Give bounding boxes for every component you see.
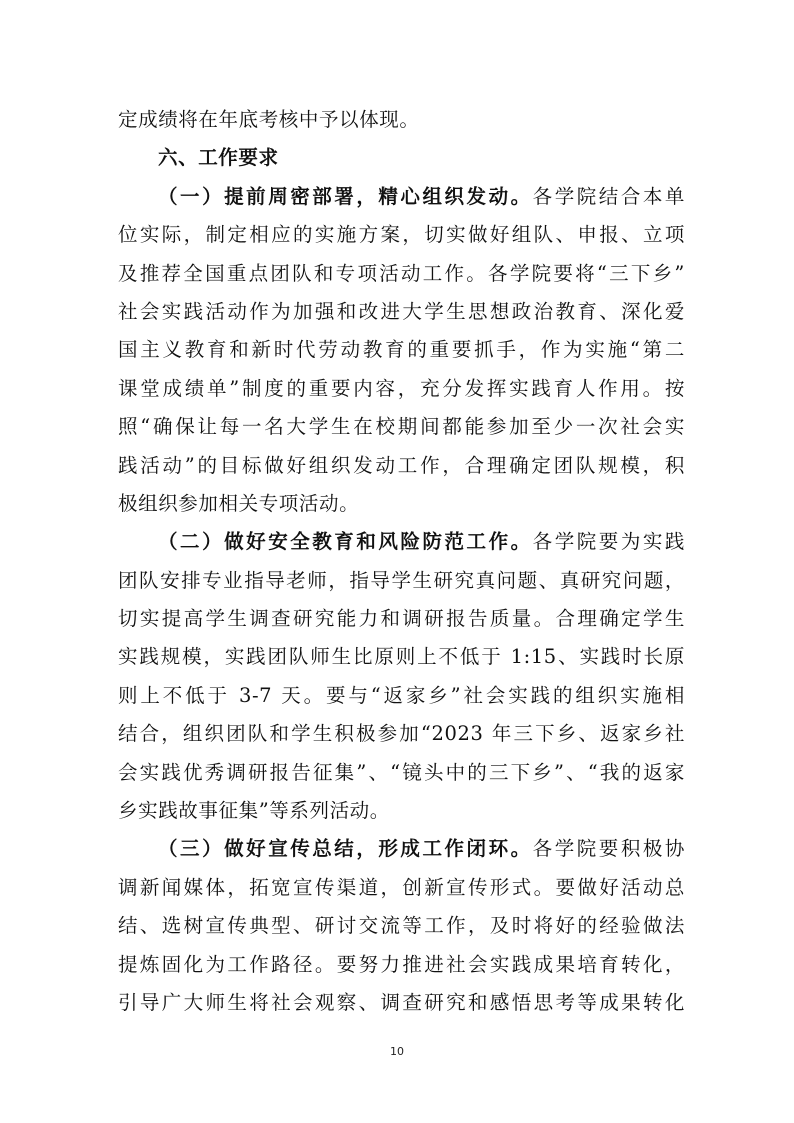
- paragraph-line: 课堂成绩单”制度的重要内容，充分发挥实践育人作用。按: [118, 376, 685, 400]
- paragraph-line: 结、选树宣传典型、研讨交流等工作，及时将好的经验做法: [118, 914, 685, 938]
- paragraph-line: [118, 178, 685, 216]
- paragraph-line: 调新闻媒体，拓宽宣传渠道，创新宣传形式。要做好活动总: [118, 875, 685, 899]
- paragraph-line: 会实践优秀调研报告征集”、“镜头中的三下乡”、“我的返家: [118, 760, 685, 784]
- page-number: 10: [390, 1045, 404, 1058]
- paragraph-line: 乡实践故事征集”等系列活动。: [118, 799, 390, 823]
- paragraph-line: 团队安排专业指导老师，指导学生研究真问题、真研究问题，: [118, 568, 685, 592]
- paragraph-3: [118, 830, 685, 1022]
- paragraph-line: 极组织参加相关专项活动。: [118, 491, 360, 515]
- paragraph-line: 切实提高学生调查研究能力和调研报告质量。合理确定学生: [118, 607, 685, 631]
- paragraph-text: 各学院要积极协: [532, 837, 686, 861]
- paragraph-text: 各学院结合本单: [532, 184, 686, 208]
- paragraph-line: 践活动”的目标做好组织发动工作，合理确定团队规模，积: [118, 453, 685, 477]
- paragraph-line: [118, 830, 685, 868]
- paragraph-lead: （一）提前周密部署，精心组织发动。: [158, 184, 533, 208]
- paragraph-line: 位实际，制定相应的实施方案，切实做好组队、申报、立项: [118, 223, 685, 247]
- paragraph-lead: （三）做好宣传总结，形成工作闭环。: [158, 837, 533, 861]
- continuation-line: 定成绩将在年底考核中予以体现。: [118, 108, 420, 131]
- paragraph-text: 各学院要为实践: [532, 530, 686, 554]
- paragraph-line: [118, 523, 685, 561]
- paragraph-line: 提炼固化为工作路径。要努力推进社会实践成果培育转化，: [118, 952, 685, 976]
- paragraph-line: 实践规模，实践团队师生比原则上不低于 1:15、实践时长原: [118, 645, 685, 669]
- paragraph-line: 社会实践活动作为加强和改进大学生思想政治教育、深化爱: [118, 299, 685, 323]
- paragraph-line: 及推荐全国重点团队和专项活动工作。各学院要将“三下乡”: [118, 261, 685, 285]
- document-body: [118, 101, 685, 1022]
- paragraph-line: 引导广大师生将社会观察、调查研究和感悟思考等成果转化: [118, 990, 685, 1014]
- paragraph-line: 结合，组织团队和学生积极参加“2023 年三下乡、返家乡社: [118, 722, 685, 746]
- paragraph-line: 则上不低于 3-7 天。要与“返家乡”社会实践的组织实施相: [118, 683, 685, 707]
- paragraph-line: 照“确保让每一名大学生在校期间都能参加至少一次社会实: [118, 415, 685, 439]
- paragraph-2: [118, 523, 685, 830]
- section-heading: 六、工作要求: [158, 146, 279, 170]
- paragraph-lead: （二）做好安全教育和风险防范工作。: [158, 530, 533, 554]
- paragraph-line: 国主义教育和新时代劳动教育的重要抓手，作为实施“第二: [118, 338, 685, 362]
- paragraph-1: [118, 178, 685, 524]
